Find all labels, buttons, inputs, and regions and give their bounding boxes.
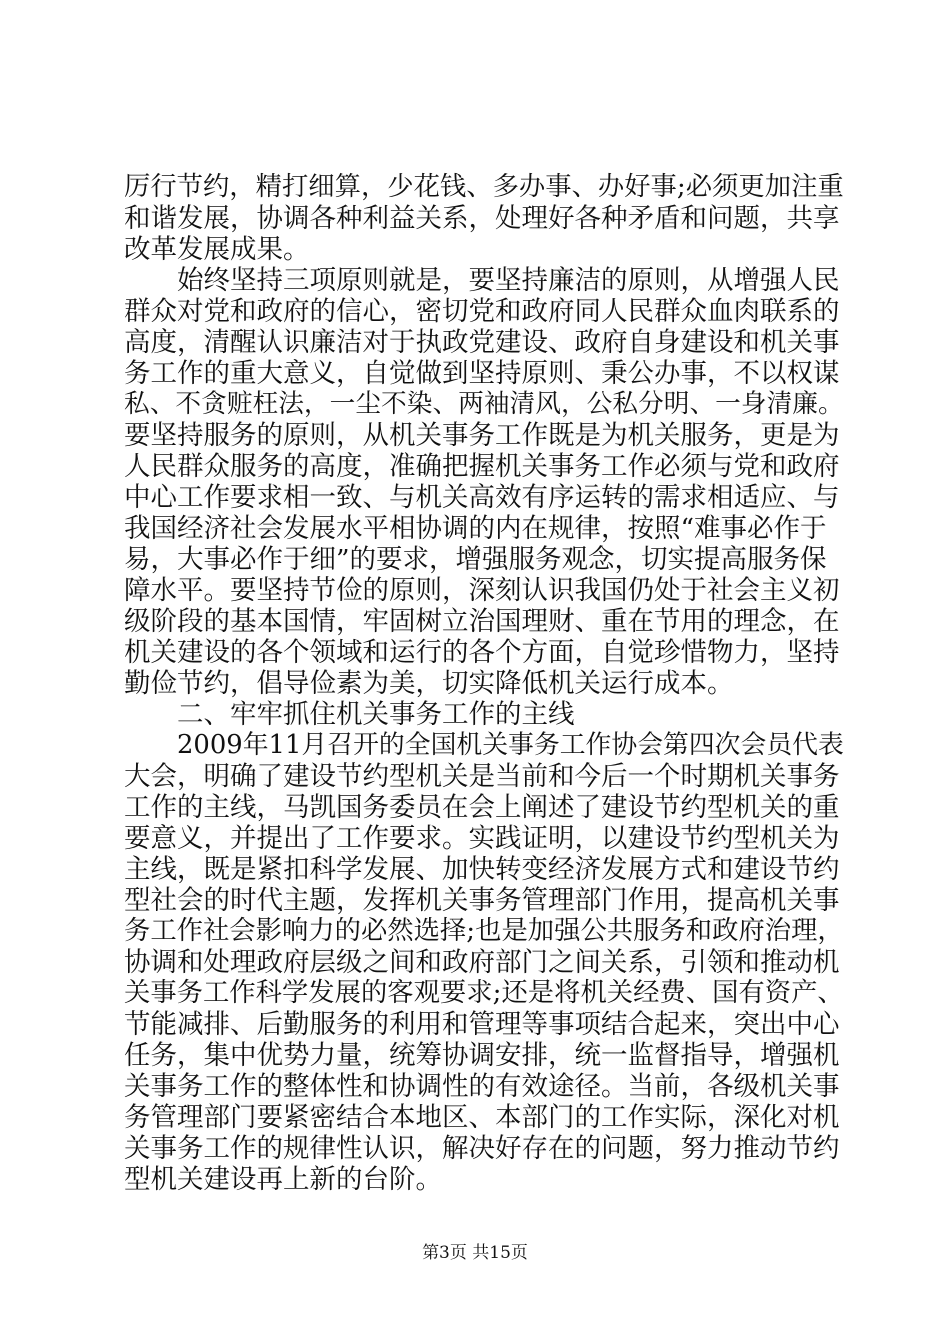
page-number-label: 第3页 共15页 bbox=[422, 1243, 528, 1263]
text-line: 关事务工作的整体性和协调性的有效途径。当前，各级机关事 bbox=[124, 1071, 840, 1102]
text-line: 机关建设的各个领域和运行的各个方面，自觉珍惜物力，坚持 bbox=[124, 637, 840, 668]
text-line: 要坚持服务的原则，从机关事务工作既是为机关服务，更是为 bbox=[124, 420, 840, 451]
text-line: 关事务工作的规律性认识，解决好存在的问题，努力推动节约 bbox=[124, 1133, 840, 1164]
text-line: 级阶段的基本国情，牢固树立治国理财、重在节用的理念，在 bbox=[124, 606, 840, 637]
text-line: 人民群众服务的高度，准确把握机关事务工作必须与党和政府 bbox=[124, 451, 840, 482]
text-line: 勤俭节约，倡导俭素为美，切实降低机关运行成本。 bbox=[124, 668, 734, 699]
text-line: 群众对党和政府的信心，密切党和政府同人民群众血肉联系的 bbox=[124, 296, 840, 327]
text-line: 中心工作要求相一致、与机关高效有序运转的需求相适应、与 bbox=[124, 482, 840, 513]
text-line: 高度，清醒认识廉洁对于执政党建设、政府自身建设和机关事 bbox=[124, 327, 840, 358]
text-line: 大会，明确了建设节约型机关是当前和今后一个时期机关事务 bbox=[124, 761, 840, 792]
page-footer bbox=[0, 1241, 950, 1265]
text-line: 务工作社会影响力的必然选择;也是加强公共服务和政府治理， bbox=[124, 916, 844, 946]
text-line: 厉行节约，精打细算，少花钱、多办事、办好事;必须更加注重 bbox=[124, 172, 844, 202]
text-line: 关事务工作科学发展的客观要求;还是将机关经费、国有资产、 bbox=[124, 978, 844, 1008]
text-line: 改革发展成果。 bbox=[124, 234, 310, 265]
paragraph-start-line: 2009年11月召开的全国机关事务工作协会第四次会员代表 bbox=[177, 730, 844, 760]
text-line: 主线，既是紧扣科学发展、加快转变经济发展方式和建设节约 bbox=[124, 854, 840, 885]
text-line: 易，大事必作于细”的要求，增强服务观念，切实提高服务保 bbox=[124, 544, 827, 575]
text-line: 和谐发展，协调各种利益关系，处理好各种矛盾和问题，共享 bbox=[124, 203, 840, 234]
text-line: 节能减排、后勤服务的利用和管理等事项结合起来，突出中心 bbox=[124, 1009, 840, 1040]
text-line: 任务，集中优势力量，统筹协调安排，统一监督指导，增强机 bbox=[124, 1040, 840, 1071]
text-line: 务工作的重大意义，自觉做到坚持原则、秉公办事，不以权谋 bbox=[124, 358, 840, 389]
text-line: 工作的主线，马凯国务委员在会上阐述了建设节约型机关的重 bbox=[124, 792, 840, 823]
text-line: 障水平。要坚持节俭的原则，深刻认识我国仍处于社会主义初 bbox=[124, 575, 840, 606]
paragraph-start-line: 始终坚持三项原则就是，要坚持廉洁的原则，从增强人民 bbox=[177, 265, 840, 296]
text-line: 我国经济社会发展水平相协调的内在规律，按照“难事必作于 bbox=[124, 513, 827, 544]
text-line: 型机关建设再上新的台阶。 bbox=[124, 1164, 442, 1195]
text-line: 务管理部门要紧密结合本地区、本部门的工作实际，深化对机 bbox=[124, 1102, 840, 1133]
body-text bbox=[124, 172, 844, 1195]
text-line: 私、不贪赃枉法，一尘不染、两袖清风，公私分明、一身清廉。 bbox=[124, 389, 844, 419]
text-line: 协调和处理政府层级之间和政府部门之间关系，引领和推动机 bbox=[124, 947, 840, 978]
text-line: 型社会的时代主题，发挥机关事务管理部门作用，提高机关事 bbox=[124, 885, 840, 916]
section-heading: 二、牢牢抓住机关事务工作的主线 bbox=[177, 699, 575, 730]
text-line: 要意义，并提出了工作要求。实践证明，以建设节约型机关为 bbox=[124, 823, 840, 854]
